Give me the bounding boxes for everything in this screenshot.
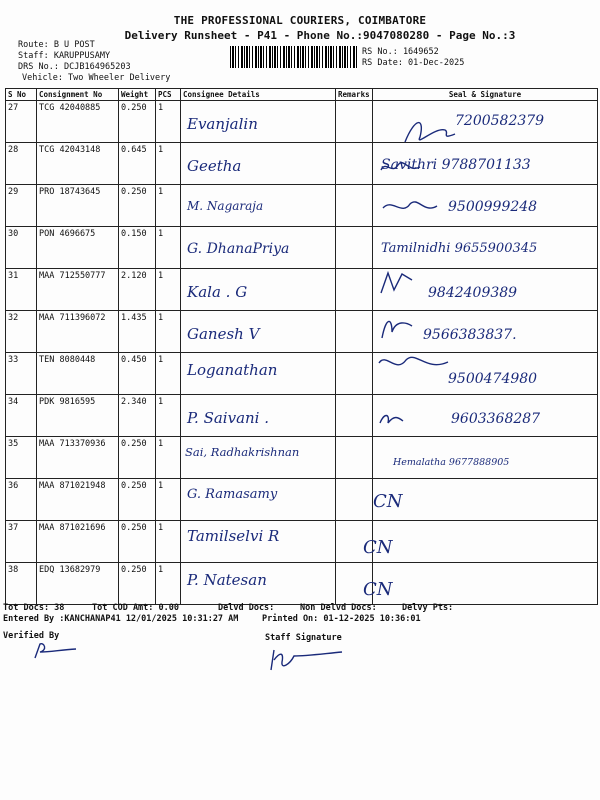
row-sno: 33 xyxy=(6,353,37,395)
signature-handwriting: CN xyxy=(363,537,393,558)
row-remarks xyxy=(336,227,373,269)
row-consignment: MAA 713370936 xyxy=(37,437,119,479)
row-sno: 30 xyxy=(6,227,37,269)
table-row xyxy=(6,479,598,521)
entered-by: Entered By :KANCHANAP41 12/01/2025 10:31:27 AM xyxy=(3,614,239,624)
row-weight: 0.250 xyxy=(119,437,156,479)
consignee-handwriting: P. Natesan xyxy=(187,571,267,589)
row-consignment: TEN 8080448 xyxy=(37,353,119,395)
verifier-signature-icon xyxy=(30,640,80,662)
row-weight: 0.250 xyxy=(119,185,156,227)
col-signature: Seal & Signature xyxy=(373,89,598,101)
row-pcs: 1 xyxy=(156,185,181,227)
row-consignee xyxy=(181,521,336,563)
row-consignment: PON 4696675 xyxy=(37,227,119,269)
row-consignment: TCG 42040885 xyxy=(37,101,119,143)
signature-handwriting: 9842409389 xyxy=(428,285,518,301)
row-consignment: TCG 42043148 xyxy=(37,143,119,185)
consignee-handwriting: Geetha xyxy=(187,157,242,175)
row-weight: 0.250 xyxy=(119,521,156,563)
consignee-handwriting: Sai, Radhakrishnan xyxy=(185,445,300,459)
row-sno: 35 xyxy=(6,437,37,479)
consignee-handwriting: P. Saivani . xyxy=(187,409,270,427)
consignee-handwriting: Evanjalin xyxy=(187,115,258,133)
row-consignee xyxy=(181,311,336,353)
table-row xyxy=(6,143,598,185)
row-pcs: 1 xyxy=(156,311,181,353)
table-row xyxy=(6,185,598,227)
row-pcs: 1 xyxy=(156,269,181,311)
consignee-handwriting: M. Nagaraja xyxy=(187,199,264,213)
table-row xyxy=(6,437,598,479)
row-sno: 38 xyxy=(6,563,37,605)
signature-scribble-icon xyxy=(376,312,416,342)
row-remarks xyxy=(336,101,373,143)
staff-signature-label: Staff Signature xyxy=(265,633,342,643)
signature-handwriting: 9603368287 xyxy=(451,411,541,427)
row-weight: 0.250 xyxy=(119,101,156,143)
signature-handwriting: 9500999248 xyxy=(448,199,538,215)
row-weight: 1.435 xyxy=(119,311,156,353)
row-sno: 28 xyxy=(6,143,37,185)
row-sno: 37 xyxy=(6,521,37,563)
consignee-handwriting: Ganesh V xyxy=(187,325,260,343)
signature-handwriting: 9566383837. xyxy=(423,327,517,343)
row-weight: 0.150 xyxy=(119,227,156,269)
row-sno: 29 xyxy=(6,185,37,227)
col-remarks: Remarks xyxy=(336,89,373,101)
non-delivered-docs: Non Delvd Docs: xyxy=(300,603,377,613)
row-signature xyxy=(373,479,598,521)
consignee-handwriting: G. Ramasamy xyxy=(187,487,278,502)
signature-scribble-icon xyxy=(400,112,460,152)
row-consignee xyxy=(181,479,336,521)
row-pcs: 1 xyxy=(156,227,181,269)
row-consignee xyxy=(181,101,336,143)
row-sno: 34 xyxy=(6,395,37,437)
signature-handwriting: 9500474980 xyxy=(448,371,538,387)
signature-handwriting: CN xyxy=(363,579,393,600)
signature-handwriting: Savithri 9788701133 xyxy=(381,157,531,173)
vehicle-label: Vehicle: Two Wheeler Delivery xyxy=(22,73,171,83)
col-sno: S No xyxy=(6,89,37,101)
consignee-handwriting: Kala . G xyxy=(187,283,248,301)
row-remarks xyxy=(336,479,373,521)
row-consignee xyxy=(181,269,336,311)
signature-scribble-icon xyxy=(378,155,423,180)
row-remarks xyxy=(336,353,373,395)
row-sno: 36 xyxy=(6,479,37,521)
row-consignee xyxy=(181,395,336,437)
row-sno: 32 xyxy=(6,311,37,353)
table-row xyxy=(6,521,598,563)
table-row xyxy=(6,353,598,395)
row-remarks xyxy=(336,185,373,227)
row-weight: 0.250 xyxy=(119,563,156,605)
consignee-handwriting: Loganathan xyxy=(187,361,278,379)
row-remarks xyxy=(336,437,373,479)
row-consignee xyxy=(181,227,336,269)
signature-scribble-icon xyxy=(376,350,451,376)
row-consignee xyxy=(181,353,336,395)
row-consignee xyxy=(181,185,336,227)
row-pcs: 1 xyxy=(156,437,181,479)
row-pcs: 1 xyxy=(156,479,181,521)
total-cod: Tot COD Amt: 0.00 xyxy=(92,603,179,613)
route-label: Route: B U POST xyxy=(18,40,95,50)
signature-scribble-icon xyxy=(376,405,406,430)
table-row xyxy=(6,101,598,143)
row-signature xyxy=(373,227,598,269)
row-remarks xyxy=(336,311,373,353)
col-consignment: Consignment No xyxy=(37,89,119,101)
delivered-docs: Delvd Docs: xyxy=(218,603,275,613)
col-weight: Weight xyxy=(119,89,156,101)
printed-on: Printed On: 01-12-2025 10:36:01 xyxy=(262,614,421,624)
consignee-handwriting: Tamilselvi R xyxy=(187,527,280,545)
signature-handwriting: CN xyxy=(373,491,403,512)
row-consignment: MAA 871021948 xyxy=(37,479,119,521)
table-row xyxy=(6,563,598,605)
row-signature xyxy=(363,521,598,563)
company-title: THE PROFESSIONAL COURIERS, COIMBATORE xyxy=(173,14,427,27)
row-consignment: EDQ 13682979 xyxy=(37,563,119,605)
row-sno: 31 xyxy=(6,269,37,311)
col-consignee: Consignee Details xyxy=(181,89,336,101)
row-weight: 0.645 xyxy=(119,143,156,185)
signature-handwriting: 7200582379 xyxy=(455,113,545,129)
drs-number: DRS No.: DCJB164965203 xyxy=(18,62,131,72)
rs-date: RS Date: 01-Dec-2025 xyxy=(362,58,465,68)
row-consignment: PRO 18743645 xyxy=(37,185,119,227)
row-weight: 0.450 xyxy=(119,353,156,395)
verified-by-label: Verified By xyxy=(3,631,60,641)
row-pcs: 1 xyxy=(156,563,181,605)
row-consignment: PDK 9816595 xyxy=(37,395,119,437)
row-consignment: MAA 711396072 xyxy=(37,311,119,353)
row-signature xyxy=(373,437,598,479)
row-consignment: MAA 712550777 xyxy=(37,269,119,311)
consignee-handwriting: G. DhanaPriya xyxy=(187,241,290,257)
row-pcs: 1 xyxy=(156,521,181,563)
row-pcs: 1 xyxy=(156,395,181,437)
row-consignee xyxy=(181,437,336,479)
signature-handwriting: Hemalatha 9677888905 xyxy=(393,457,510,468)
row-signature xyxy=(373,395,598,437)
rs-number: RS No.: 1649652 xyxy=(362,47,439,57)
row-weight: 2.120 xyxy=(119,269,156,311)
row-pcs: 1 xyxy=(156,353,181,395)
row-remarks xyxy=(336,395,373,437)
signature-scribble-icon xyxy=(380,196,440,218)
row-pcs: 1 xyxy=(156,143,181,185)
row-weight: 2.340 xyxy=(119,395,156,437)
row-pcs: 1 xyxy=(156,101,181,143)
row-consignee xyxy=(181,563,336,605)
row-signature xyxy=(363,563,598,605)
col-pcs: PCS xyxy=(156,89,181,101)
runsheet-table xyxy=(5,88,598,605)
table-row xyxy=(6,269,598,311)
row-sno: 27 xyxy=(6,101,37,143)
delivery-points: Delvy Pts: xyxy=(402,603,454,613)
table-row xyxy=(6,395,598,437)
staff-signature-icon xyxy=(266,646,346,674)
row-consignee xyxy=(181,143,336,185)
table-row xyxy=(6,311,598,353)
row-remarks xyxy=(336,269,373,311)
barcode xyxy=(230,46,358,68)
signature-scribble-icon xyxy=(376,268,416,298)
row-weight: 0.250 xyxy=(119,479,156,521)
runsheet-subtitle: Delivery Runsheet - P41 - Phone No.:9047080280 - Page No.:3 xyxy=(124,29,516,42)
row-remarks xyxy=(336,143,373,185)
signature-handwriting: Tamilnidhi 9655900345 xyxy=(381,241,538,256)
staff-label: Staff: KARUPPUSAMY xyxy=(18,51,111,61)
row-consignment: MAA 871021696 xyxy=(37,521,119,563)
table-row xyxy=(6,227,598,269)
total-docs: Tot Docs: 38 xyxy=(3,603,65,613)
table-header-row xyxy=(6,89,598,101)
